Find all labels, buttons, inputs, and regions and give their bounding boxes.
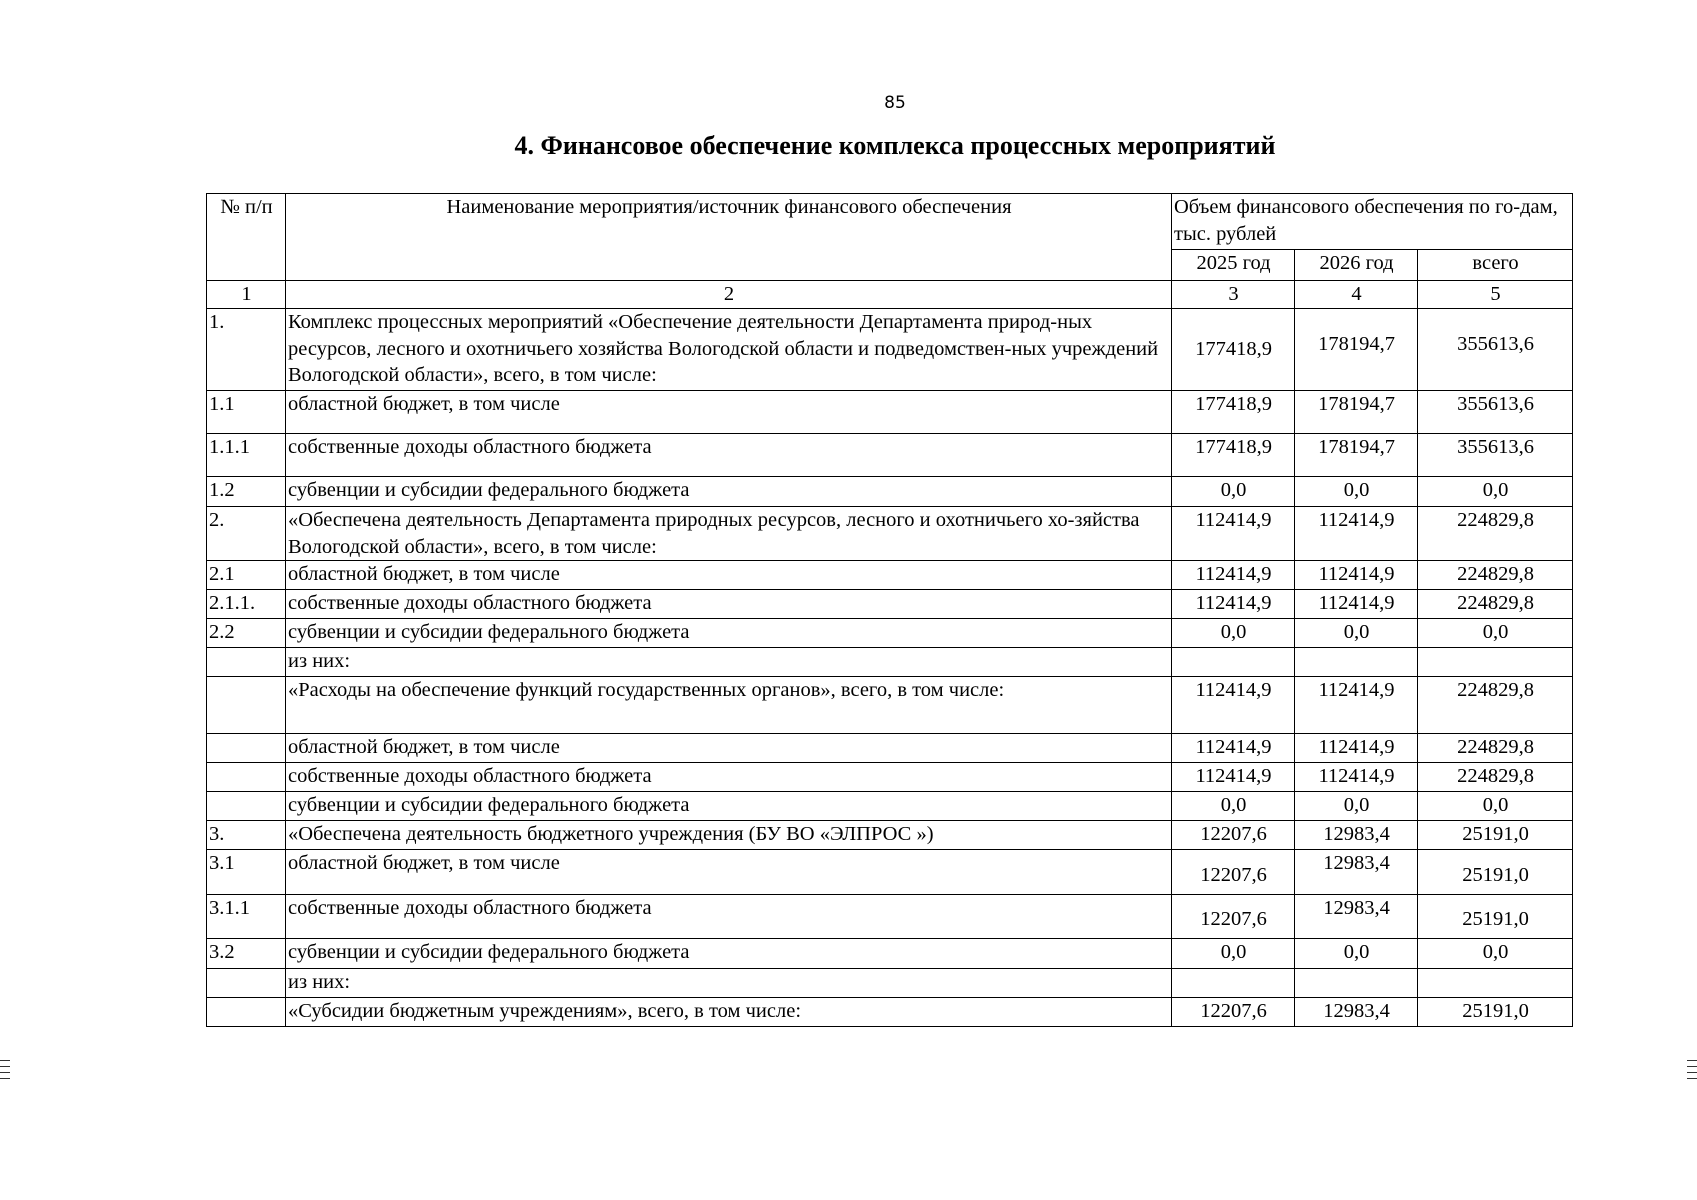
value-2026: 0,0 [1295, 792, 1418, 821]
value-2026: 112414,9 [1295, 763, 1418, 792]
row-number: 1.2 [207, 477, 286, 507]
value-total: 0,0 [1418, 477, 1573, 507]
value-2025: 112414,9 [1172, 561, 1295, 590]
value-2026: 12983,4 [1295, 895, 1418, 939]
value-2026 [1295, 969, 1418, 998]
value-2025: 0,0 [1172, 477, 1295, 507]
table-row [207, 939, 1573, 969]
value-2025: 112414,9 [1172, 590, 1295, 619]
header-number: № п/п [207, 194, 286, 281]
value-2025: 177418,9 [1172, 434, 1295, 477]
value-2025: 0,0 [1172, 619, 1295, 648]
value-total: 25191,0 [1418, 895, 1573, 939]
table-row [207, 677, 1573, 734]
row-name: собственные доходы областного бюджета [286, 763, 1172, 792]
value-2026: 12983,4 [1295, 998, 1418, 1027]
row-number [207, 998, 286, 1027]
column-index: 1 [207, 281, 286, 309]
page-title: 4. Финансовое обеспечение комплекса процессных мероприятий [514, 131, 1276, 160]
value-total: 224829,8 [1418, 590, 1573, 619]
value-2025: 12207,6 [1172, 998, 1295, 1027]
value-total: 0,0 [1418, 792, 1573, 821]
table-row [207, 590, 1573, 619]
header-total: всего [1418, 250, 1573, 281]
row-name: областной бюджет, в том числе [286, 734, 1172, 763]
table-row [207, 895, 1573, 939]
value-total: 25191,0 [1418, 998, 1573, 1027]
value-2026: 112414,9 [1295, 677, 1418, 734]
table-row [207, 763, 1573, 792]
header-name: Наименование мероприятия/источник финансового обеспечения [286, 194, 1172, 281]
value-2025 [1172, 648, 1295, 677]
value-2025 [1172, 969, 1295, 998]
page-number: 85 [884, 93, 906, 113]
row-number: 2. [207, 507, 286, 561]
row-number [207, 734, 286, 763]
row-name: «Обеспечена деятельность бюджетного учреждения (БУ ВО «ЭЛПРОС ») [286, 821, 1172, 850]
value-2026 [1295, 648, 1418, 677]
table-row [207, 434, 1573, 477]
table-row [207, 507, 1573, 561]
value-2025: 12207,6 [1172, 895, 1295, 939]
value-total: 224829,8 [1418, 763, 1573, 792]
table-row [207, 648, 1573, 677]
table-row [207, 561, 1573, 590]
value-total: 224829,8 [1418, 507, 1573, 561]
row-name: собственные доходы областного бюджета [286, 434, 1172, 477]
value-2025: 112414,9 [1172, 677, 1295, 734]
row-name: собственные доходы областного бюджета [286, 590, 1172, 619]
value-2025: 112414,9 [1172, 734, 1295, 763]
row-name: областной бюджет, в том числе [286, 561, 1172, 590]
row-name: «Субсидии бюджетным учреждениям», всего, в том числе: [286, 998, 1172, 1027]
row-name: субвенции и субсидии федерального бюджета [286, 939, 1172, 969]
value-2026: 12983,4 [1295, 850, 1418, 895]
value-2025: 177418,9 [1172, 391, 1295, 434]
column-index: 2 [286, 281, 1172, 309]
table-row [207, 734, 1573, 763]
value-2026: 0,0 [1295, 939, 1418, 969]
table-header [207, 194, 1573, 309]
value-2026: 178194,7 [1295, 434, 1418, 477]
row-name: областной бюджет, в том числе [286, 391, 1172, 434]
header-year-2025: 2025 год [1172, 250, 1295, 281]
value-total: 0,0 [1418, 939, 1573, 969]
value-2026: 112414,9 [1295, 734, 1418, 763]
value-2025: 0,0 [1172, 792, 1295, 821]
value-total: 224829,8 [1418, 561, 1573, 590]
table-row [207, 850, 1573, 895]
value-total: 25191,0 [1418, 850, 1573, 895]
column-index: 5 [1418, 281, 1573, 309]
value-total: 355613,6 [1418, 434, 1573, 477]
financing-table [206, 193, 1573, 1027]
value-total: 355613,6 [1418, 391, 1573, 434]
table-row [207, 309, 1573, 391]
header-volume: Объем финансового обеспечения по го-дам, тыс. рублей [1172, 194, 1573, 250]
right-margin-scan-marks [1687, 1060, 1697, 1084]
value-2025: 177418,9 [1172, 309, 1295, 391]
row-number: 1.1 [207, 391, 286, 434]
table-row [207, 998, 1573, 1027]
column-index: 4 [1295, 281, 1418, 309]
value-2025: 12207,6 [1172, 821, 1295, 850]
value-total: 224829,8 [1418, 734, 1573, 763]
table-row [207, 969, 1573, 998]
column-index-row [207, 281, 1573, 309]
row-number [207, 792, 286, 821]
row-name: из них: [286, 648, 1172, 677]
left-margin-scan-marks [0, 1060, 10, 1084]
row-number: 2.2 [207, 619, 286, 648]
value-2026: 0,0 [1295, 477, 1418, 507]
value-2026: 112414,9 [1295, 507, 1418, 561]
value-2026: 12983,4 [1295, 821, 1418, 850]
table-row [207, 477, 1573, 507]
value-2025: 12207,6 [1172, 850, 1295, 895]
row-number [207, 763, 286, 792]
row-name: из них: [286, 969, 1172, 998]
value-total: 0,0 [1418, 619, 1573, 648]
row-name: «Обеспечена деятельность Департамента природных ресурсов, лесного и охотничьего хо-зяйства Вологодской области», всего, в том числе: [286, 507, 1172, 561]
value-total [1418, 969, 1573, 998]
value-2025: 0,0 [1172, 939, 1295, 969]
row-number [207, 648, 286, 677]
row-name: Комплекс процессных мероприятий «Обеспечение деятельности Департамента природ-ных ресурсов, лесного и охотничьего хозяйства Вологодской области и подведомствен-ных учреждений Вологодской области», всего, в том числе: [286, 309, 1172, 391]
column-index: 3 [1172, 281, 1295, 309]
value-2025: 112414,9 [1172, 763, 1295, 792]
row-number [207, 969, 286, 998]
value-total: 355613,6 [1418, 309, 1573, 391]
row-name: субвенции и субсидии федерального бюджета [286, 477, 1172, 507]
value-2026: 112414,9 [1295, 561, 1418, 590]
row-name: «Расходы на обеспечение функций государственных органов», всего, в том числе: [286, 677, 1172, 734]
row-number: 2.1 [207, 561, 286, 590]
value-2026: 0,0 [1295, 619, 1418, 648]
row-number: 1.1.1 [207, 434, 286, 477]
table-row [207, 391, 1573, 434]
value-2026: 178194,7 [1295, 391, 1418, 434]
value-2025: 112414,9 [1172, 507, 1295, 561]
row-number [207, 677, 286, 734]
value-total: 224829,8 [1418, 677, 1573, 734]
table-row [207, 619, 1573, 648]
value-total: 25191,0 [1418, 821, 1573, 850]
row-number: 1. [207, 309, 286, 391]
row-number: 3.1.1 [207, 895, 286, 939]
table-row [207, 821, 1573, 850]
table-row [207, 792, 1573, 821]
row-number: 3.1 [207, 850, 286, 895]
row-name: собственные доходы областного бюджета [286, 895, 1172, 939]
header-year-2026: 2026 год [1295, 250, 1418, 281]
row-number: 2.1.1. [207, 590, 286, 619]
row-name: областной бюджет, в том числе [286, 850, 1172, 895]
value-total [1418, 648, 1573, 677]
row-number: 3.2 [207, 939, 286, 969]
row-number: 3. [207, 821, 286, 850]
value-2026: 112414,9 [1295, 590, 1418, 619]
row-name: субвенции и субсидии федерального бюджета [286, 792, 1172, 821]
row-name: субвенции и субсидии федерального бюджета [286, 619, 1172, 648]
value-2026: 178194,7 [1295, 309, 1418, 391]
